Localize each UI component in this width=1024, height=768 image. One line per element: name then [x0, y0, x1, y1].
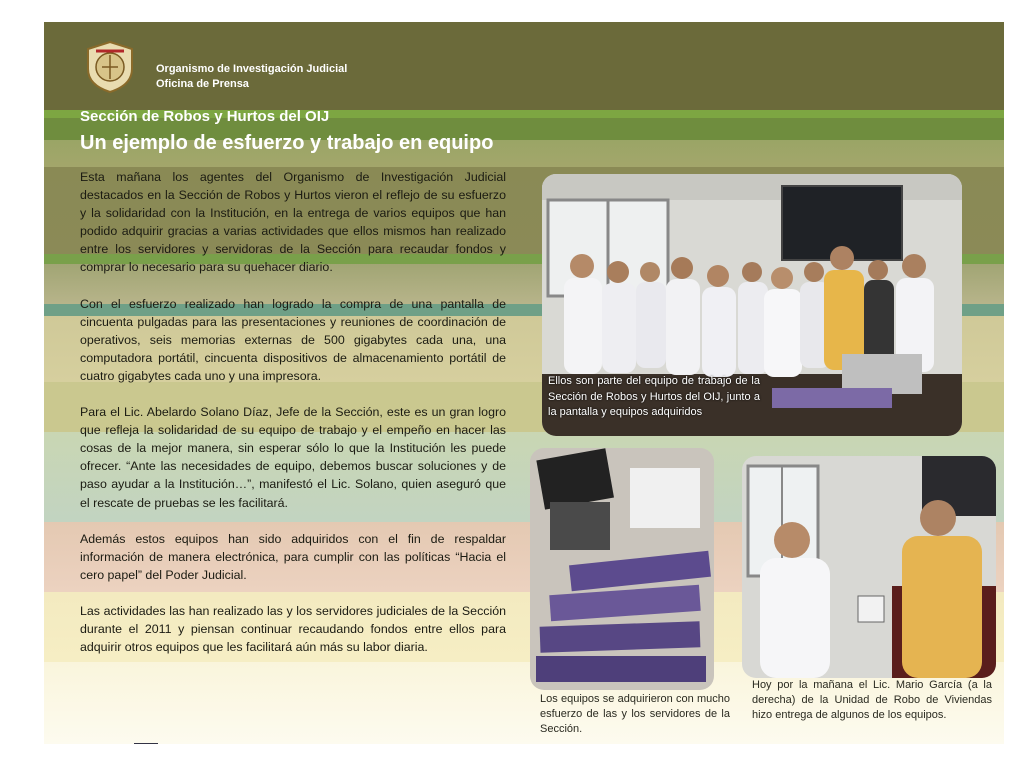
article-title: Un ejemplo de esfuerzo y trabajo en equipo [80, 132, 494, 154]
equipment-photo [530, 448, 714, 690]
header-band [44, 22, 1004, 110]
handover-photo [742, 456, 996, 678]
paragraph: Esta mañana los agentes del Organismo de Investigación Judicial destacados en la Sección de Robos y Hurtos vieron el reflejo de su esfuerzo y la solidaridad con la Institución, en la entrega de varios equipos que han podido adquirir gracias a varias actividades que ellos mismos han realizado entre los servidores y servidoras de la Sección para recaudar fondos y comprar lo necesario para su quehacer diario. [80, 170, 506, 275]
oij-seal-icon [82, 39, 138, 95]
article-body [80, 168, 506, 674]
paragraph: Además estos equipos han sido adquiridos con el fin de respaldar información de manera electrónica, para cumplir con las políticas “Hacia el cero papel” del Poder Judicial. [80, 531, 506, 582]
article-subtitle: Sección de Robos y Hurtos del OIJ [80, 108, 330, 125]
paragraph: Para el Lic. Abelardo Solano Díaz, Jefe de la Sección, este es un gran logro que refleja la solidaridad de su equipo de trabajo y el empeño en hacer las cosas de la mejor manera, sin esperar sólo lo que la Institución les puede ofrecer. “Ante las necesidades de equipo, debemos buscar soluciones y de paso ayudar a la Institución…”, manifestó el Lic. Solano, quien aseguró que el rescate de pruebas se les facilitará. [80, 405, 506, 510]
office-name: Oficina de Prensa [156, 78, 249, 90]
paragraph: Con el esfuerzo realizado han logrado la compra de una pantalla de cincuenta pulgadas para las presentaciones y reuniones de coordinación de operativos, seis memorias externas de 500 gigabytes cada una, una computadora portátil, cincuenta dispositivos de almacenamiento portátil de cuatro gigabytes cada uno y una impresora. [80, 296, 506, 383]
organization-block [156, 62, 347, 92]
equipment-photo-caption: Los equipos se adquirieron con mucho esfuerzo de las y los servidores de la Sección. [540, 693, 730, 735]
handover-photo-caption: Hoy por la mañana el Lic. Mario García (a la derecha) de la Unidad de Robo de Viviendas hizo entrega de algunos de los equipos. [752, 679, 992, 721]
page-footer-mark [134, 734, 158, 744]
organization-name: Organismo de Investigación Judicial [156, 63, 348, 75]
press-release-sheet [44, 22, 1004, 744]
team-photo-caption: Ellos son parte del equipo de trabajo de la Sección de Robos y Hurtos del OIJ, junto a la pantalla y equipos adquiridos [548, 375, 760, 418]
paragraph: Las actividades las han realizado las y los servidores judiciales de la Sección durante el 2011 y piensan continuar recaudando fondos entre ellos para adquirir otros equipos que les facilitará aún más su labor diaria. [80, 603, 506, 655]
